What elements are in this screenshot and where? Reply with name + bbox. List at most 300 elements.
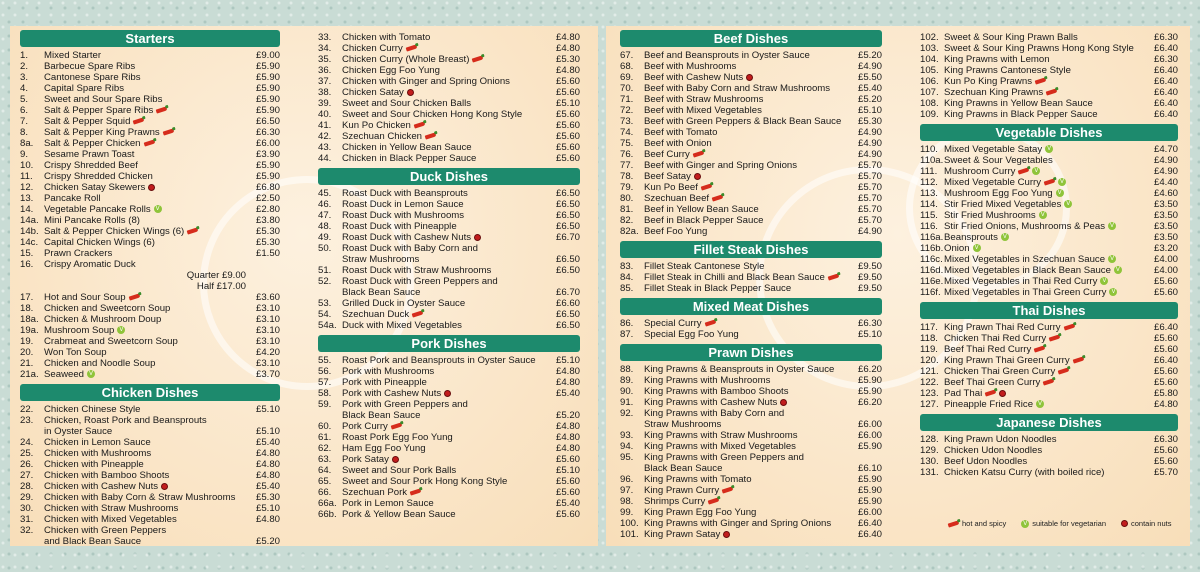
item-name-text: Cantonese Spare Ribs	[44, 72, 141, 83]
item-number: 77.	[620, 160, 634, 171]
item-name-text: Roast Duck in Lemon Sauce	[342, 199, 464, 210]
item-name-text: Beef Thai Red Curry	[944, 344, 1032, 355]
menu-item	[20, 426, 280, 437]
vegetarian-icon: V	[1047, 146, 1052, 153]
item-name-text: Mushroom Soup	[44, 325, 115, 336]
item-name-text: Beef and Beansprouts in Oyster Sauce	[644, 50, 810, 61]
item-number: 66.	[318, 487, 332, 498]
item-price: £6.20	[857, 397, 882, 408]
chili-icon	[701, 184, 713, 191]
item-number: 105.	[920, 65, 939, 76]
item-number: 14b.	[20, 226, 39, 237]
menu-item	[920, 366, 1178, 377]
menu-item	[20, 525, 280, 536]
item-name-text: King Prawns & Beansprouts in Oyster Sauce	[644, 364, 835, 375]
item-number: 98.	[620, 496, 634, 507]
item-price: £4.00	[1153, 254, 1178, 265]
item-number: 39.	[318, 98, 332, 109]
menu-item	[620, 518, 882, 529]
menu-item	[920, 221, 1178, 232]
item-number: 76.	[620, 149, 634, 160]
item-price: £5.90	[857, 474, 882, 485]
item-price: £3.20	[1153, 243, 1178, 254]
menu-item	[20, 50, 280, 61]
menu-item	[318, 377, 580, 388]
item-name-text: Beef Thai Green Curry	[944, 377, 1041, 388]
chili-icon	[693, 151, 705, 158]
item-price: £6.00	[857, 419, 882, 430]
menu-item	[920, 98, 1178, 109]
item-name-text: King Prawn Satay	[644, 529, 721, 540]
item-name-text: Crispy Shredded Chicken	[44, 171, 153, 182]
item-name-text: Mixed Vegetables in Szechuan Sauce	[944, 254, 1106, 265]
item-name-text: Pineapple Fried Rice	[944, 399, 1034, 410]
item-number: 12.	[20, 182, 34, 193]
item-name	[944, 232, 1144, 243]
item-number: 6.	[20, 105, 29, 116]
vegetarian-icon: V	[1110, 223, 1115, 230]
item-number: 107.	[920, 87, 939, 98]
item-name	[342, 432, 546, 443]
item-number: 120.	[920, 355, 939, 366]
menu-item	[920, 199, 1178, 210]
item-number: 113.	[920, 188, 938, 199]
item-name-text: Sweet and Sour Pork Hong Kong Style	[342, 476, 508, 487]
item-price: £5.40	[555, 498, 580, 509]
menu-item	[20, 61, 280, 72]
vegetarian-icon: V	[1038, 401, 1043, 408]
item-name	[342, 210, 546, 221]
item-number: 18.	[20, 303, 34, 314]
menu-item	[620, 386, 882, 397]
item-name	[342, 399, 546, 410]
item-name	[944, 87, 1144, 98]
item-name	[644, 261, 848, 272]
item-name-text: King Prawns with Cashew Nuts	[644, 397, 778, 408]
item-price: £6.50	[555, 320, 580, 331]
item-price: £5.10	[555, 98, 580, 109]
section-heading: Mixed Meat Dishes	[620, 298, 882, 315]
chili-icon	[133, 118, 145, 125]
item-name-text: King Prawns with Lemon	[944, 54, 1050, 65]
menu-item	[318, 98, 580, 109]
chili-icon	[704, 320, 716, 327]
item-number: 14.	[20, 204, 34, 215]
item-name-text: King Prawns in Black Pepper Sauce	[944, 109, 1098, 120]
item-name-text: Chicken with Mixed Vegetables	[44, 514, 177, 525]
item-price: £5.40	[857, 83, 882, 94]
nuts-icon	[694, 173, 701, 180]
menu-section	[318, 168, 580, 331]
menu-column-2	[318, 32, 580, 524]
item-name-text: Mushroom Curry	[944, 166, 1016, 177]
item-number: 11.	[20, 171, 33, 182]
menu-item	[920, 177, 1178, 188]
item-name	[342, 498, 546, 509]
item-name	[44, 50, 246, 61]
item-name-text: Pancake Roll	[44, 193, 101, 204]
item-name	[944, 333, 1144, 344]
item-name-text: Special Egg Foo Yung	[644, 329, 739, 340]
item-name-text: Chicken and Noodle Soup	[44, 358, 156, 369]
chili-icon	[1063, 324, 1075, 331]
item-name	[44, 237, 246, 248]
item-name	[644, 386, 848, 397]
item-price: £4.80	[1153, 399, 1178, 410]
item-number: 111.	[920, 166, 938, 177]
item-name	[644, 518, 848, 529]
nuts-icon	[407, 89, 414, 96]
chili-icon	[390, 423, 402, 430]
item-number: 10.	[20, 160, 34, 171]
menu-item	[20, 182, 280, 193]
item-name-text: Beef with Green Peppers & Black Bean Sauce	[644, 116, 842, 127]
item-name-text: Special Curry	[644, 318, 702, 329]
item-name-text: Roast Duck with Cashew Nuts	[342, 232, 472, 243]
item-name	[342, 443, 546, 454]
menu-item	[920, 54, 1178, 65]
item-number: 82.	[620, 215, 634, 226]
item-price: £6.50	[555, 309, 580, 320]
item-number: 36.	[318, 65, 332, 76]
menu-column-3	[620, 30, 882, 544]
item-name	[944, 467, 1144, 478]
item-name	[44, 358, 246, 369]
item-name	[44, 116, 246, 127]
item-name	[342, 377, 546, 388]
menu-item	[920, 456, 1178, 467]
menu-item	[20, 347, 280, 358]
item-price: £3.10	[255, 325, 280, 336]
item-name-text: Sweet & Sour King Prawns Hong Kong Style	[944, 43, 1134, 54]
item-number: 85.	[620, 283, 634, 294]
item-name-text: Onion	[944, 243, 970, 254]
item-name-text: Barbecue Spare Ribs	[44, 61, 136, 72]
item-name	[342, 454, 546, 465]
menu-item	[318, 188, 580, 199]
item-name-text: Roast Duck with Pineapple	[342, 221, 457, 232]
item-name-text: Chicken Curry (Whole Breast)	[342, 54, 470, 65]
nuts-icon	[148, 184, 155, 191]
item-number: 46.	[318, 199, 332, 210]
item-number: 2.	[20, 61, 29, 72]
item-number: 84.	[620, 272, 634, 283]
item-name-text: Sweet & Sour King Prawn Balls	[944, 32, 1078, 43]
chili-icon	[1035, 78, 1047, 85]
item-name-text: Sesame Prawn Toast	[44, 149, 135, 160]
chili-icon	[412, 311, 424, 318]
legend-veg	[1018, 519, 1106, 528]
item-number: 15.	[20, 248, 34, 259]
menu-item	[20, 160, 280, 171]
menu-item	[20, 270, 280, 281]
item-name	[644, 116, 848, 127]
item-price: £6.30	[1153, 54, 1178, 65]
item-number: 41.	[318, 120, 332, 131]
item-price: £5.90	[255, 72, 280, 83]
menu-item	[620, 485, 882, 496]
menu-item	[318, 199, 580, 210]
item-name	[644, 138, 848, 149]
item-price: £4.90	[1153, 155, 1178, 166]
menu-item	[20, 415, 280, 426]
menu-item	[620, 50, 882, 61]
item-name-text: Straw Mushrooms	[342, 254, 420, 265]
item-name-text: Black Bean Sauce	[644, 463, 723, 474]
item-name	[44, 61, 246, 72]
item-price: £4.20	[255, 347, 280, 358]
menu-item	[920, 254, 1178, 265]
menu-section	[920, 302, 1178, 410]
item-price: £4.80	[555, 421, 580, 432]
menu-item	[20, 83, 280, 94]
item-name-text: Salt & Pepper Chicken Wings (6)	[44, 226, 185, 237]
item-name-text: Chicken with Pineapple	[44, 459, 144, 470]
chili-icon	[712, 195, 724, 202]
menu-item	[920, 144, 1178, 155]
item-name	[644, 441, 848, 452]
menu-item	[318, 265, 580, 276]
item-price: £4.90	[857, 127, 882, 138]
item-name-text: King Prawns with Mixed Vegetables	[644, 441, 796, 452]
legend	[945, 519, 1171, 528]
item-name	[644, 204, 848, 215]
menu-item	[920, 32, 1178, 43]
menu-item	[620, 452, 882, 463]
item-name	[44, 127, 246, 138]
menu-item	[20, 248, 280, 259]
menu-item	[620, 215, 882, 226]
item-name	[644, 226, 848, 237]
item-price: £5.30	[255, 237, 280, 248]
item-number: 114.	[920, 199, 938, 210]
item-name	[44, 426, 246, 437]
menu-item	[920, 232, 1178, 243]
item-name	[644, 474, 848, 485]
item-name	[342, 109, 546, 120]
item-name-text: Pork Curry	[342, 421, 388, 432]
menu-item	[920, 434, 1178, 445]
item-number: 99.	[620, 507, 634, 518]
menu-section	[920, 414, 1178, 478]
item-name	[44, 415, 246, 426]
item-name-text: King Prawns with Baby Corn and	[644, 408, 785, 419]
item-price: £5.60	[555, 109, 580, 120]
chili-icon	[128, 294, 140, 301]
menu-item	[620, 375, 882, 386]
menu-item	[920, 265, 1178, 276]
menu-item	[318, 355, 580, 366]
item-name	[44, 248, 246, 259]
menu-item	[20, 215, 280, 226]
menu-item	[318, 309, 580, 320]
item-name	[944, 366, 1144, 377]
chili-icon	[187, 228, 199, 235]
menu-item	[620, 94, 882, 105]
item-name-text: Crispy Aromatic Duck	[44, 259, 136, 270]
item-price: £4.90	[857, 149, 882, 160]
item-name-text: Hot and Sour Soup	[44, 292, 126, 303]
item-name	[342, 410, 546, 421]
menu-section	[620, 344, 882, 540]
menu-item	[318, 443, 580, 454]
menu-item	[20, 481, 280, 492]
menu-item	[20, 448, 280, 459]
nuts-icon	[746, 74, 753, 81]
item-name-text: Beef with Tomato	[644, 127, 718, 138]
item-name	[44, 369, 246, 380]
item-name-text: Salt & Pepper King Prawns	[44, 127, 160, 138]
item-name-text: Sweet and Sour Pork Balls	[342, 465, 457, 476]
menu-item	[920, 445, 1178, 456]
item-name-text: Seaweed	[44, 369, 85, 380]
menu-item	[318, 210, 580, 221]
item-price: £5.60	[555, 131, 580, 142]
item-number: 44.	[318, 153, 332, 164]
item-number: 27.	[20, 470, 34, 481]
chili-icon	[425, 133, 437, 140]
item-name-text: Roast Duck with Straw Mushrooms	[342, 265, 492, 276]
item-price: £5.90	[857, 386, 882, 397]
menu-item	[318, 243, 580, 254]
item-number: 26.	[20, 459, 34, 470]
item-name-text: Won Ton Soup	[44, 347, 107, 358]
vegetarian-icon: V	[1110, 256, 1115, 263]
item-number: 109.	[920, 109, 939, 120]
item-number: 35.	[318, 54, 332, 65]
item-name-text: Pork with Pineapple	[342, 377, 427, 388]
item-name	[644, 149, 848, 160]
item-name	[644, 160, 848, 171]
item-price: £4.80	[555, 366, 580, 377]
item-number: 17.	[20, 292, 34, 303]
item-name	[944, 166, 1144, 177]
legend-veg-label: suitable for vegetarian	[1032, 519, 1106, 528]
item-price: £6.50	[555, 199, 580, 210]
menu-section	[620, 30, 882, 237]
item-price: £6.60	[555, 298, 580, 309]
item-price: £6.50	[255, 116, 280, 127]
item-name-text: Beef with Ginger and Spring Onions	[644, 160, 798, 171]
item-price: £6.40	[857, 529, 882, 540]
item-name-text: Kun Po Chicken	[342, 120, 411, 131]
vegetarian-icon: V	[1111, 289, 1116, 296]
menu-item	[318, 276, 580, 287]
item-price: £4.60	[1153, 188, 1178, 199]
menu-item	[620, 116, 882, 127]
item-price: £5.70	[1153, 467, 1178, 478]
item-name-text: Chicken Thai Red Curry	[944, 333, 1047, 344]
menu-item	[318, 454, 580, 465]
item-price: £4.80	[255, 470, 280, 481]
menu-item	[620, 83, 882, 94]
item-name	[342, 320, 546, 331]
item-name	[342, 265, 546, 276]
item-number: 59.	[318, 399, 332, 410]
item-number: 96.	[620, 474, 634, 485]
menu-item	[920, 344, 1178, 355]
chili-icon	[948, 520, 960, 527]
item-number: 92.	[620, 408, 634, 419]
menu-section	[620, 298, 882, 340]
menu-item	[318, 153, 580, 164]
menu-item	[20, 303, 280, 314]
item-name-text: Prawn Crackers	[44, 248, 113, 259]
item-name	[644, 127, 848, 138]
item-price: £4.90	[857, 226, 882, 237]
item-name	[44, 303, 246, 314]
item-number: 21a.	[20, 369, 39, 380]
menu-item	[20, 281, 280, 292]
item-price: £4.90	[1153, 166, 1178, 177]
item-name-text: Roast Duck with Green Peppers and	[342, 276, 498, 287]
menu-section	[920, 124, 1178, 298]
item-name-text: Kun Po Beef	[644, 182, 698, 193]
item-name-text: Mixed Vegetable Curry	[944, 177, 1042, 188]
item-price: £5.30	[255, 492, 280, 503]
item-number: 62.	[318, 443, 332, 454]
item-price: £6.00	[857, 507, 882, 518]
item-name	[44, 281, 246, 292]
item-name	[944, 243, 1144, 254]
item-name	[944, 32, 1144, 43]
item-name	[44, 492, 246, 503]
item-price: £5.10	[555, 355, 580, 366]
item-number: 69.	[620, 72, 634, 83]
section-heading: Vegetable Dishes	[920, 124, 1178, 141]
nuts-icon	[780, 399, 787, 406]
menu-item	[920, 210, 1178, 221]
item-number: 68.	[620, 61, 634, 72]
item-number: 65.	[318, 476, 332, 487]
item-name-text: Pad Thai	[944, 388, 983, 399]
item-price: £4.80	[255, 448, 280, 459]
item-name	[342, 76, 546, 87]
item-number: 8.	[20, 127, 29, 138]
menu-section	[20, 30, 280, 380]
item-price: £5.10	[857, 329, 882, 340]
item-name-text: Crabmeat and Sweetcorn Soup	[44, 336, 178, 347]
menu-item	[620, 529, 882, 540]
item-number: 3.	[20, 72, 29, 83]
item-name-text: Stir Fried Mixed Vegetables	[944, 199, 1062, 210]
menu-item	[20, 404, 280, 415]
item-number: 28.	[20, 481, 34, 492]
nuts-icon	[474, 234, 481, 241]
item-name	[644, 83, 848, 94]
item-name-text: Fillet Steak in Black Pepper Sauce	[644, 283, 792, 294]
item-name	[644, 408, 848, 419]
item-price: £5.70	[857, 171, 882, 182]
item-name-text: Beef in Black Pepper Sauce	[644, 215, 764, 226]
item-name-text: King Prawn Egg Foo Yung	[644, 507, 757, 518]
item-name-text: Beef in Yellow Bean Sauce	[644, 204, 759, 215]
menu-item	[318, 142, 580, 153]
item-name	[342, 153, 546, 164]
item-name-text: Stir Fried Onions, Mushrooms & Peas	[944, 221, 1106, 232]
menu-item	[920, 276, 1178, 287]
item-price: £5.40	[255, 437, 280, 448]
item-price: £5.10	[255, 426, 280, 437]
item-name-text: Szechuan King Prawns	[944, 87, 1044, 98]
item-name-text: Pork with Mushrooms	[342, 366, 435, 377]
menu-item	[20, 514, 280, 525]
item-name	[44, 470, 246, 481]
menu-item	[20, 470, 280, 481]
item-number: 128.	[920, 434, 939, 445]
item-number: 55.	[318, 355, 332, 366]
menu-item	[620, 283, 882, 294]
